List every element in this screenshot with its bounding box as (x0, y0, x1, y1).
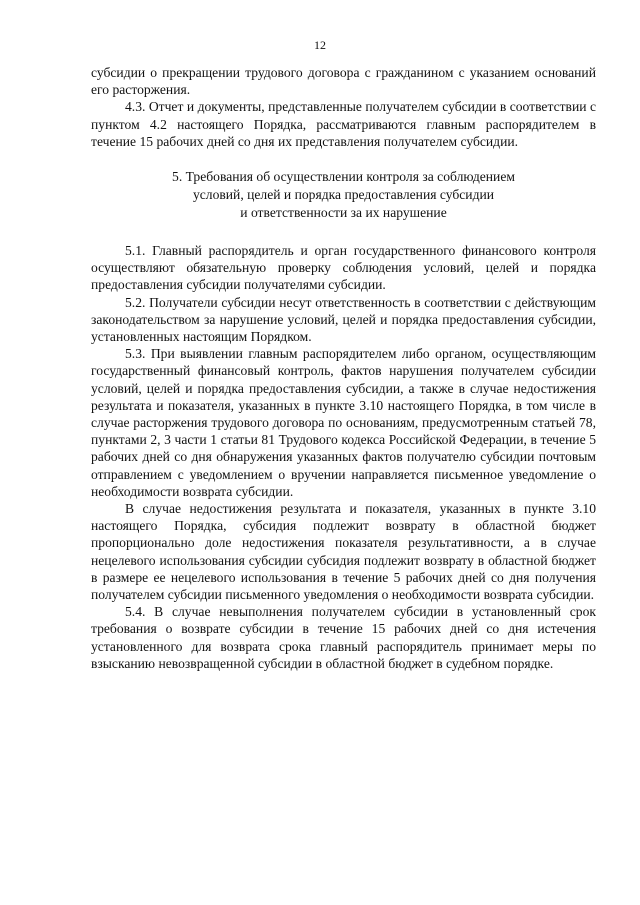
section-heading-line-1: 5. Требования об осуществлении контроля за соблюдением (172, 169, 515, 185)
section-heading-line-2: условий, целей и порядка предоставления субсидии (192, 187, 495, 203)
section-heading-line-3: и ответственности за их нарушение (240, 205, 447, 221)
page-number: 12 (314, 38, 326, 52)
paragraph-5-4: 5.4. В случае невыполнения получателем субсидии в установленный срок требования о возврате субсидии в течение 15 рабочих дней со дня истечения установленного для возврата срока главный распорядитель принимает меры по взысканию невозвращенной субсидии в областной бюджет в судебном порядке. (91, 604, 596, 671)
section-heading (91, 168, 596, 222)
document-body (91, 64, 596, 672)
paragraph-5-1: 5.1. Главный распорядитель и орган государственного финансового контроля осуществляют обязательную проверку соблюдения условий, целей и порядка предоставления субсидии получателями субсидии. (91, 243, 596, 293)
paragraph-5-3-continued: В случае недостижения результата и показателя, указанных в пункте 3.10 настоящего Порядка, субсидия подлежит возврату в областной бюджет пропорционально доле недостижения показателя результативности, а в случае нецелевого использования субсидии субсидия подлежит возврату в областной бюджет в размере ее нецелевого использования в течение 5 рабочих дней со дня получения получателем субсидии письменного уведомления о необходимости возврата субсидии. (91, 501, 596, 603)
paragraph-5-2: 5.2. Получатели субсидии несут ответственность в соответствии с действующим законодательством за нарушение условий, целей и порядка предоставления субсидии, установленных настоящим Порядком. (91, 294, 596, 345)
paragraph-continuation: субсидии о прекращении трудового договора с гражданином с указанием оснований его расторжения. (91, 65, 596, 98)
paragraph-4-3: 4.3. Отчет и документы, представленные получателем субсидии в соответствии с пунктом 4.2 настоящего Порядка, рассматриваются главным распорядителем в течение 15 рабочих дней со дня их представления получателем субсидии. (91, 99, 596, 149)
paragraph-5-3: 5.3. При выявлении главным распорядителем либо органом, осуществляющим государственный финансовый контроль, фактов нарушения получателем субсидии условий, целей и порядка предоставления субсидии, а также в случае недостижения результата и показателя, указанных в пункте 3.10 настоящего Порядка, в том числе в случае расторжения трудового договора по основаниям, предусмотренным статьей 78, пунктами 2, 3 части 1 статьи 81 Трудового кодекса Российской Федерации, в течение 5 рабочих дней со дня обнаружения указанных фактов получателю субсидии почтовым отправлением с уведомлением о вручении направляется письменное уведомление о необходимости возврата субсидии. (91, 346, 596, 499)
